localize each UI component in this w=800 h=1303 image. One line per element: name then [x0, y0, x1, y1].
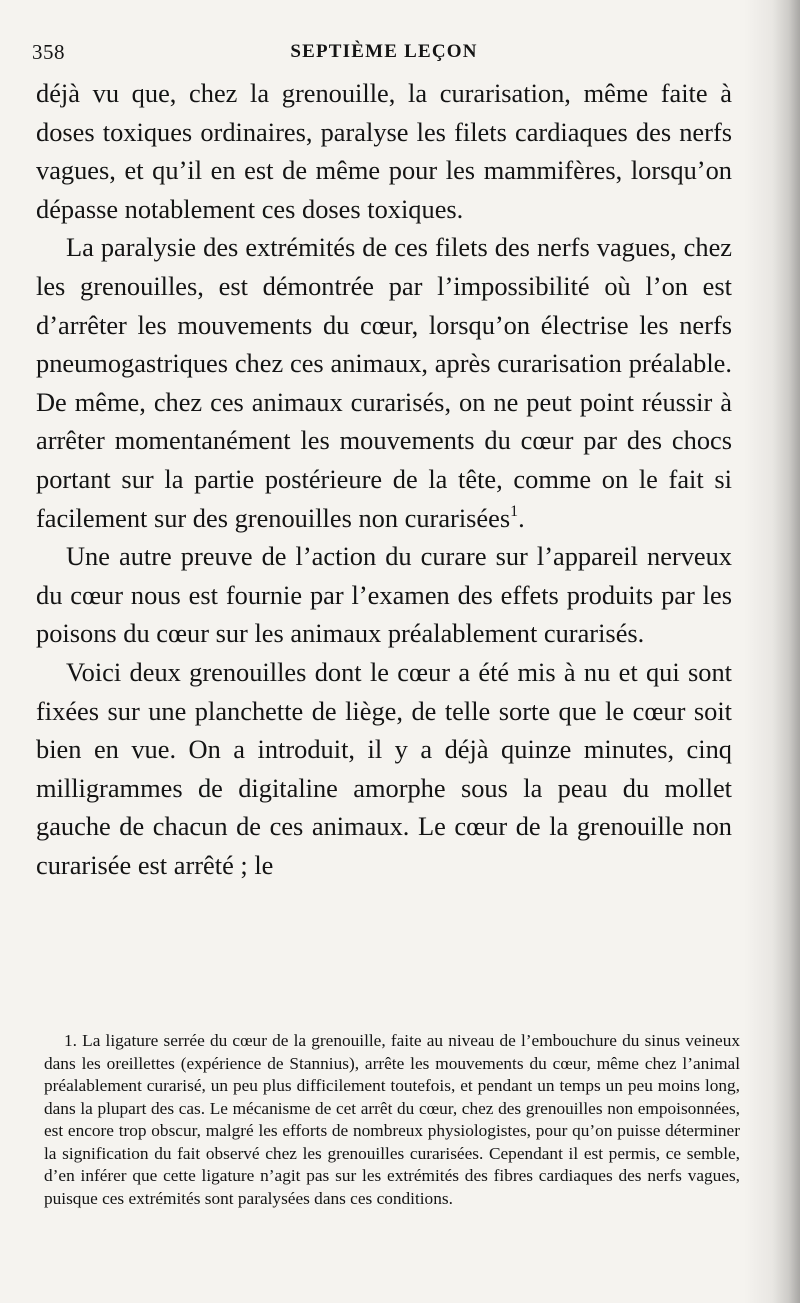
- body-text: [36, 74, 732, 884]
- footnote-marker: 1: [510, 502, 519, 520]
- paragraph: [36, 653, 732, 885]
- paragraph-continuation: [36, 74, 732, 228]
- paragraph-end-punctuation: .: [518, 502, 525, 533]
- paragraph: [36, 537, 732, 653]
- paragraph-text: Une autre preuve de l’action du curare sur l’appareil nerveux du cœur nous est fournie par l’examen des effets produits par les poisons du cœur sur les animaux préalablement curarisés.: [36, 541, 732, 649]
- page-header: [32, 36, 736, 68]
- running-title: SEPTIÈME LEÇON: [290, 41, 478, 62]
- page-number: 358: [32, 40, 65, 64]
- paragraph: [36, 228, 732, 537]
- footnote: [44, 1030, 740, 1210]
- footnote-text: 1. La ligature serrée du cœur de la grenouille, faite au niveau de l’embouchure du sinus veineux dans les oreillettes (expérience de Stannius), arrête les mouvements du cœur, même chez l’animal préalablement curarisé, un peu plus difficilement toutefois, et pendant un temps un peu moins long, dans la plupart des cas. Le mécanisme de cet arrêt du cœur, chez des grenouilles non empoisonnées, est encore trop obscur, malgré les efforts de nombreux physiologistes, pour qu’on puisse déterminer la signification du fait observé chez les grenouilles curarisées. Cependant il est permis, ce semble, d’en inférer que cette ligature n’agit pas sur les extrémités des fibres cardiaques des nerfs vagues, puisque ces extrémités sont paralysées dans ces conditions.: [44, 1031, 740, 1208]
- page-gutter-shadow: [772, 0, 800, 1303]
- paragraph-text: Voici deux grenouilles dont le cœur a été mis à nu et qui sont fixées sur une planchette de liège, de telle sorte que le cœur soit bien en vue. On a introduit, il y a déjà quinze minutes, cinq milligrammes de digitaline amorphe sous la peau du mollet gauche de chacun de ces animaux. Le cœur de la grenouille non curarisée est arrêté ; le: [36, 656, 732, 880]
- paragraph-text: La paralysie des extrémités de ces filets des nerfs vagues, chez les grenouilles, est démontrée par l’impossibilité où l’on est d’arrêter les mouvements du cœur, lorsqu’on électrise les nerfs pneumogastriques chez ces animaux, après curarisation préalable. De même, chez ces animaux curarisés, on ne peut point réussir à arrêter momentanément les mouvements du cœur par des chocs portant sur la partie postérieure de la tête, comme on le fait si facilement sur des grenouilles non curarisées: [36, 232, 732, 533]
- paragraph-text: déjà vu que, chez la grenouille, la curarisation, même faite à doses toxiques ordinaires, paralyse les filets cardiaques des nerfs vagues, et qu’il en est de même pour les mammifères, lorsqu’on dépasse notablement ces doses toxiques.: [36, 78, 732, 224]
